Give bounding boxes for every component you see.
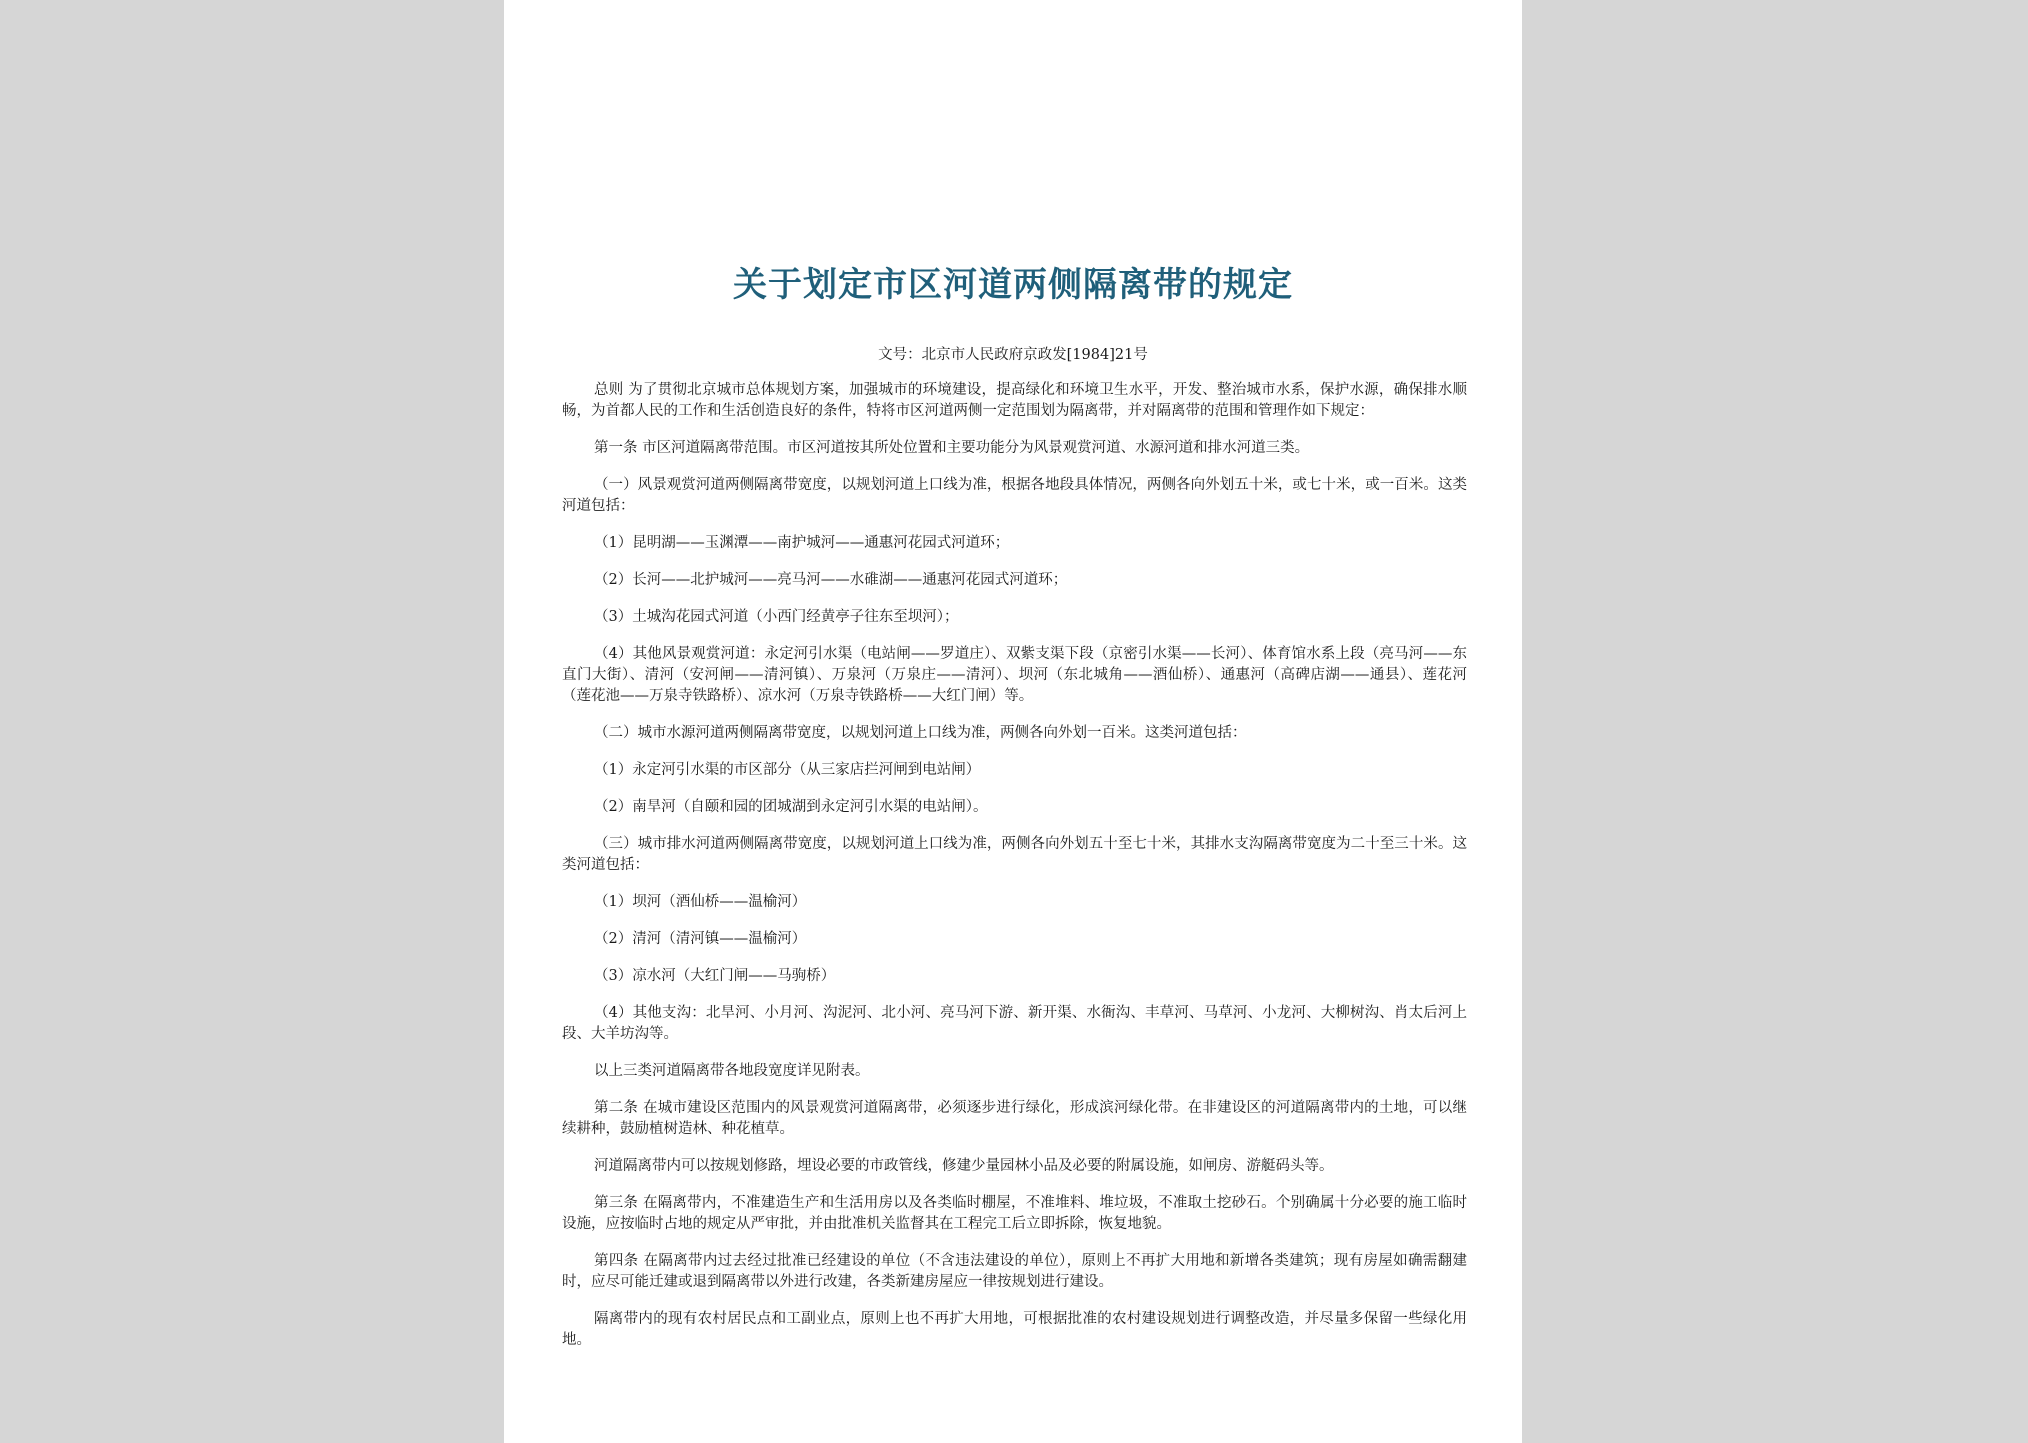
list-item: （1）永定河引水渠的市区部分（从三家店拦河闸到电站闸）	[594, 762, 981, 778]
document-page	[504, 0, 1522, 1443]
document-number: 文号：北京市人民政府京政发[1984]21号	[878, 347, 1148, 363]
list-item: （3）土城沟花园式河道（小西门经黄亭子往东至坝河）；	[594, 609, 959, 625]
paragraph-article-4: 第四条 在隔离带内过去经过批准已经建设的单位（不含违法建设的单位），原则上不再扩大用地和新增各类建筑；现有房屋如确需翻建时，应尽可能迁建或退到隔离带以外进行改建，各类新建房屋应一律按规划进行建设。	[562, 1253, 1467, 1290]
paragraph-appendix-note: 以上三类河道隔离带各地段宽度详见附表。	[594, 1063, 870, 1079]
paragraph-drainage-rivers: （三）城市排水河道两侧隔离带宽度，以规划河道上口线为准，两侧各向外划五十至七十米，其排水支沟隔离带宽度为二十至三十米。这类河道包括：	[562, 836, 1467, 873]
paragraph-article-1: 第一条 市区河道隔离带范围。市区河道按其所处位置和主要功能分为风景观赏河道、水源河道和排水河道三类。	[594, 440, 1310, 456]
paragraph-rural-settlements: 隔离带内的现有农村居民点和工副业点，原则上也不再扩大用地，可根据批准的农村建设规划进行调整改造，并尽量多保留一些绿化用地。	[562, 1311, 1467, 1348]
list-item: （2）长河——北护城河——亮马河——水碓湖——通惠河花园式河道环；	[594, 572, 1068, 588]
list-item: （1）坝河（酒仙桥——温榆河）	[594, 894, 807, 910]
list-item: （2）清河（清河镇——温榆河）	[594, 931, 807, 947]
paragraph-scenic-rivers: （一）风景观赏河道两侧隔离带宽度，以规划河道上口线为准，根据各地段具体情况，两侧各向外划五十米，或七十米，或一百米。这类河道包括：	[562, 477, 1467, 514]
list-item: （4）其他风景观赏河道：永定河引水渠（电站闸——罗道庄）、双紫支渠下段（京密引水渠——长河）、体育馆水系上段（亮马河——东直门大街）、清河（安河闸——清河镇）、万泉河（万泉庄——清河）、坝河（东北城角——酒仙桥）、通惠河（高碑店湖——通县）、莲花河（莲花池——万泉寺铁路桥）、凉水河（万泉寺铁路桥——大红门闸）等。	[562, 646, 1467, 704]
document-body	[562, 380, 1467, 1367]
paragraph-article-2: 第二条 在城市建设区范围内的风景观赏河道隔离带，必须逐步进行绿化，形成滨河绿化带。在非建设区的河道隔离带内的土地，可以继续耕种，鼓励植树造林、种花植草。	[562, 1100, 1467, 1137]
paragraph-permitted-facilities: 河道隔离带内可以按规划修路，埋设必要的市政管线，修建少量园林小品及必要的附属设施，如闸房、游艇码头等。	[594, 1158, 1334, 1174]
paragraph-article-3: 第三条 在隔离带内，不准建造生产和生活用房以及各类临时棚屋，不准堆料、堆垃圾，不准取土挖砂石。个别确属十分必要的施工临时设施，应按临时占地的规定从严审批，并由批准机关监督其在工程完工后立即拆除，恢复地貌。	[562, 1195, 1467, 1232]
list-item: （4）其他支沟：北旱河、小月河、沟泥河、北小河、亮马河下游、新开渠、水衙沟、丰草河、马草河、小龙河、大柳树沟、肖太后河上段、大羊坊沟等。	[562, 1005, 1467, 1042]
list-item: （1）昆明湖——玉渊潭——南护城河——通惠河花园式河道环；	[594, 535, 1010, 551]
document-title: 关于划定市区河道两侧隔离带的规定	[733, 265, 1293, 305]
paragraph-general-provisions: 总则 为了贯彻北京城市总体规划方案，加强城市的环境建设，提高绿化和环境卫生水平，开发、整治城市水系，保护水源，确保排水顺畅，为首都人民的工作和生活创造良好的条件，特将市区河道两侧一定范围划为隔离带，并对隔离带的范围和管理作如下规定：	[562, 382, 1467, 419]
paragraph-water-source-rivers: （二）城市水源河道两侧隔离带宽度，以规划河道上口线为准，两侧各向外划一百米。这类河道包括：	[594, 725, 1247, 741]
list-item: （3）凉水河（大红门闸——马驹桥）	[594, 968, 836, 984]
list-item: （2）南旱河（自颐和园的团城湖到永定河引水渠的电站闸）。	[594, 799, 988, 815]
